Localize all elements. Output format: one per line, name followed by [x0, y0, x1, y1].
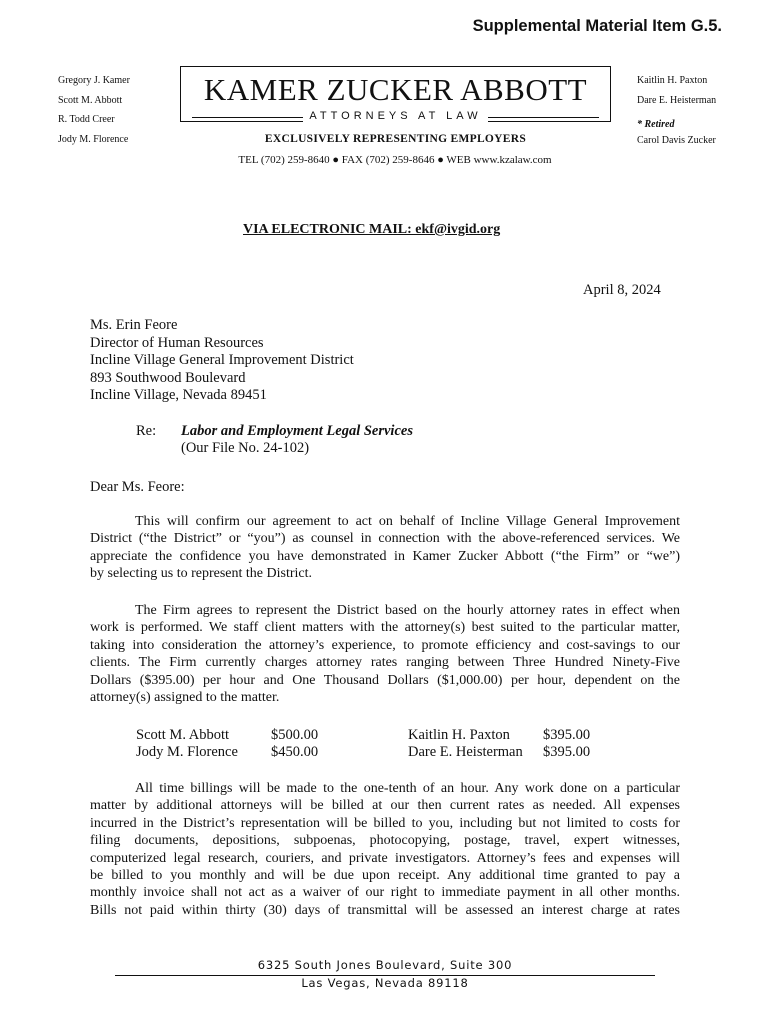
paragraph-line: computerized legal research, couriers, and private investigators. Attorney’s fees and expenses will — [90, 850, 680, 866]
paragraph-line: Dollars ($395.00) per hour and One Thousand Dollars ($1,000.00) per hour, dependent on the — [90, 672, 680, 688]
paragraph-line: by selecting us to represent the District. — [90, 566, 312, 582]
paragraph-line: appreciate the confidence you have demonstrated in Kamer Zucker Abbott (“the Firm” or “we”) — [90, 548, 680, 564]
salutation: Dear Ms. Feore: — [90, 479, 185, 495]
associate-name: Kaitlin H. Paxton — [637, 75, 708, 86]
associate-name: Carol Davis Zucker — [637, 135, 716, 146]
rate-value: $500.00 — [271, 727, 319, 743]
paragraph-line: The Firm agrees to represent the District based on the hourly attorney rates in effect when — [135, 603, 680, 618]
delivery-method: VIA ELECTRONIC MAIL: ekf@ivgid.org — [243, 222, 501, 237]
firm-tagline: EXCLUSIVELY REPRESENTING EMPLOYERS — [264, 133, 527, 145]
partner-name: Jody M. Florence — [58, 134, 129, 145]
recipient-address — [90, 317, 354, 405]
partner-name: R. Todd Creer — [58, 114, 115, 125]
paragraph-line: be billed to you monthly and will be due upon receipt. Any additional time granted to pay a — [90, 868, 680, 884]
rate-value: $395.00 — [543, 744, 591, 760]
recipient-line: Incline Village General Improvement District — [90, 352, 354, 368]
recipient-line: Incline Village, Nevada 89451 — [90, 387, 267, 403]
paragraph-line: This will confirm our agreement to act on behalf of Incline Village General Improvement — [135, 514, 680, 529]
rate-name: Kaitlin H. Paxton — [408, 727, 510, 743]
rate-name: Dare E. Heisterman — [408, 744, 523, 760]
letter-date: April 8, 2024 — [583, 282, 661, 298]
recipient-line: Ms. Erin Feore — [90, 317, 178, 333]
paragraph-line: filing documents, depositions, subpoenas, photocopying, postage, travel, expert witnesses, — [90, 833, 680, 849]
rate-name: Jody M. Florence — [136, 744, 238, 760]
paragraph-line: monthly invoice shall not act as a waiver of our right to immediate payment in all other months. — [90, 885, 680, 901]
paragraph-line: Bills not paid within thirty (30) days of transmittal will be assessed an interest charge at rates — [90, 902, 680, 918]
footer-address-street: 6325 South Jones Boulevard, Suite 300 — [257, 958, 513, 972]
paragraph-3 — [90, 780, 680, 919]
paragraph-line: All time billings will be made to the one-tenth of an hour. Any work done on a particular — [135, 781, 680, 796]
associate-name: Dare E. Heisterman — [637, 95, 717, 106]
recipient-line: 893 Southwood Boulevard — [90, 369, 246, 386]
re-label: Re: — [136, 423, 157, 439]
paragraph-line: clients. The Firm currently charges attorney rates ranging between Three Hundred Ninety-Five — [90, 655, 680, 671]
re-file-number: (Our File No. 24-102) — [181, 440, 310, 456]
firm-contact: TEL (702) 259-8640 ● FAX (702) 259-8646 ● WEB www.kzalaw.com — [238, 154, 552, 166]
firm-subtitle: ATTORNEYS AT LAW — [180, 110, 611, 122]
paragraph-line: District (“the District” or “you”) as counsel in connection with the above-referenced services. We — [90, 531, 680, 547]
rate-value: $450.00 — [271, 744, 319, 760]
paragraph-1 — [90, 513, 680, 583]
partner-name: Gregory J. Kamer — [58, 75, 130, 86]
retired-label: * Retired — [637, 119, 675, 130]
paragraph-line: attorney(s) assigned to the matter. — [90, 690, 280, 706]
recipient-line: Director of Human Resources — [90, 334, 264, 351]
re-title: Labor and Employment Legal Services — [181, 423, 413, 439]
paragraph-line: taking into consideration the attorney’s experience, to promote efficiency and cost-savings to our — [90, 637, 680, 653]
footer-address-city: Las Vegas, Nevada 89118 — [301, 976, 469, 990]
rate-name: Scott M. Abbott — [136, 727, 230, 743]
firm-name: KAMER ZUCKER ABBOTT — [203, 72, 588, 107]
rate-value: $395.00 — [543, 727, 591, 743]
paragraph-2 — [90, 602, 680, 706]
paragraph-line: work is performed. We staff client matters with the attorney(s) best suited to the particular matter, — [90, 620, 680, 636]
paragraph-line: incurred in the District’s representation will be billed to you, including but not limited to costs for — [90, 815, 680, 831]
paragraph-line: matter by additional attorneys will be billed at our then current rates as needed. All expenses — [90, 798, 680, 814]
supplemental-label: Supplemental Material Item G.5. — [472, 17, 722, 35]
partner-name: Scott M. Abbott — [58, 95, 123, 106]
